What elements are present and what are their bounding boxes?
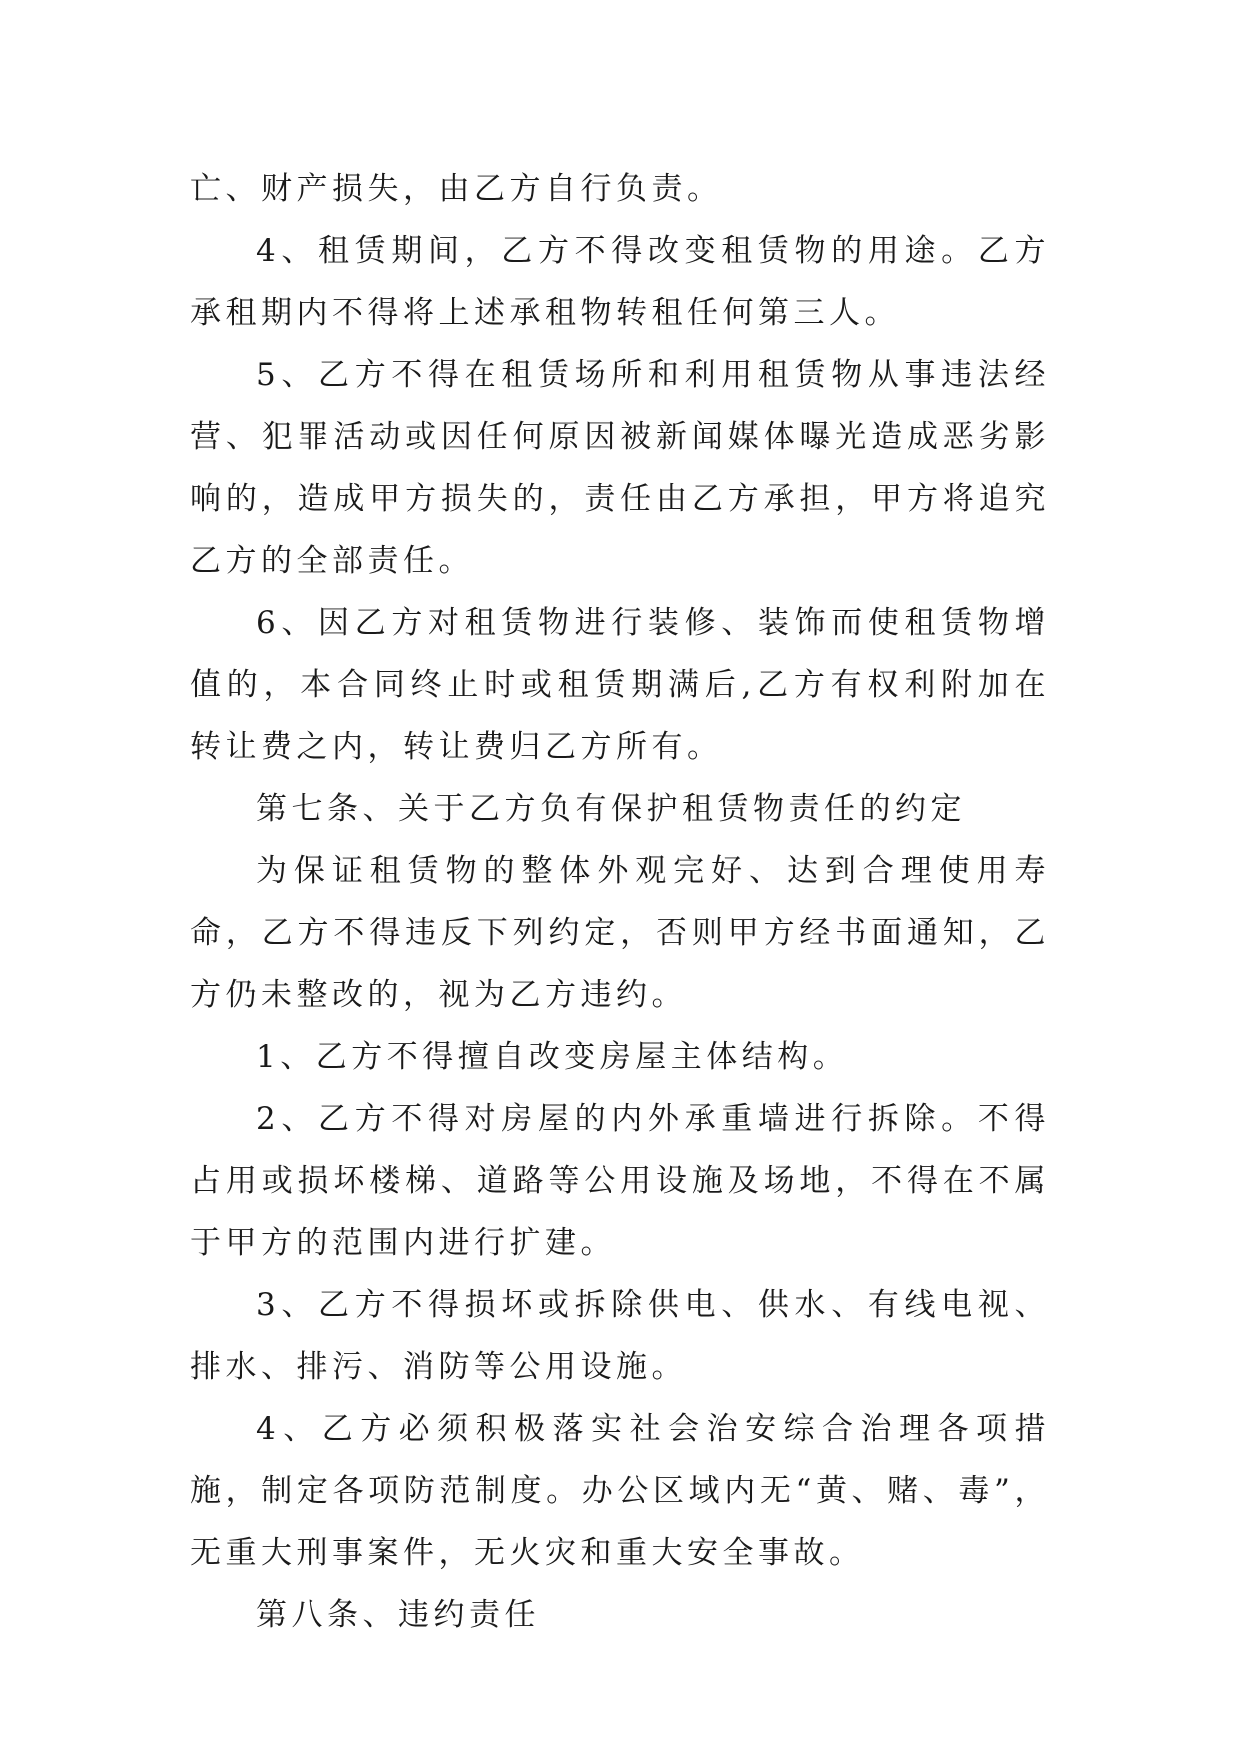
- paragraph-item-3-facilities: 3、乙方不得损坏或拆除供电、供水、有线电视、排水、排污、消防等公用设施。: [190, 1287, 1050, 1385]
- paragraph-item-1-structure: 1、乙方不得擅自改变房屋主体结构。: [256, 1039, 849, 1075]
- document-body: [190, 158, 1050, 1646]
- paragraph-continuation: 亡、财产损失，由乙方自行负责。: [190, 171, 723, 207]
- paragraph-article-7-intro: 为保证租赁物的整体外观完好、达到合理使用寿命，乙方不得违反下列约定，否则甲方经书面通知，乙方仍未整改的，视为乙方违约。: [190, 853, 1050, 1013]
- article-8-heading: 第八条、违约责任: [256, 1597, 540, 1633]
- article-7-heading: 第七条、关于乙方负有保护租赁物责任的约定: [256, 791, 966, 827]
- paragraph-clause-5-illegal: 5、乙方不得在租赁场所和利用租赁物从事违法经营、犯罪活动或因任何原因被新闻媒体曝光造成恶劣影响的，造成甲方损失的，责任由乙方承担，甲方将追究乙方的全部责任。: [190, 357, 1050, 579]
- paragraph-item-4-security: 4、乙方必须积极落实社会治安综合治理各项措施，制定各项防范制度。办公区域内无“黄、赌、毒”，无重大刑事案件，无火灾和重大安全事故。: [190, 1411, 1050, 1571]
- paragraph-clause-6-renovation: 6、因乙方对租赁物进行装修、装饰而使租赁物增值的，本合同终止时或租赁期满后,乙方有权利附加在转让费之内，转让费归乙方所有。: [190, 605, 1050, 765]
- paragraph-clause-4-usage: 4、租赁期间，乙方不得改变租赁物的用途。乙方承租期内不得将上述承租物转租任何第三人。: [190, 233, 1050, 331]
- paragraph-item-2-walls: 2、乙方不得对房屋的内外承重墙进行拆除。不得占用或损坏楼梯、道路等公用设施及场地，不得在不属于甲方的范围内进行扩建。: [190, 1101, 1050, 1261]
